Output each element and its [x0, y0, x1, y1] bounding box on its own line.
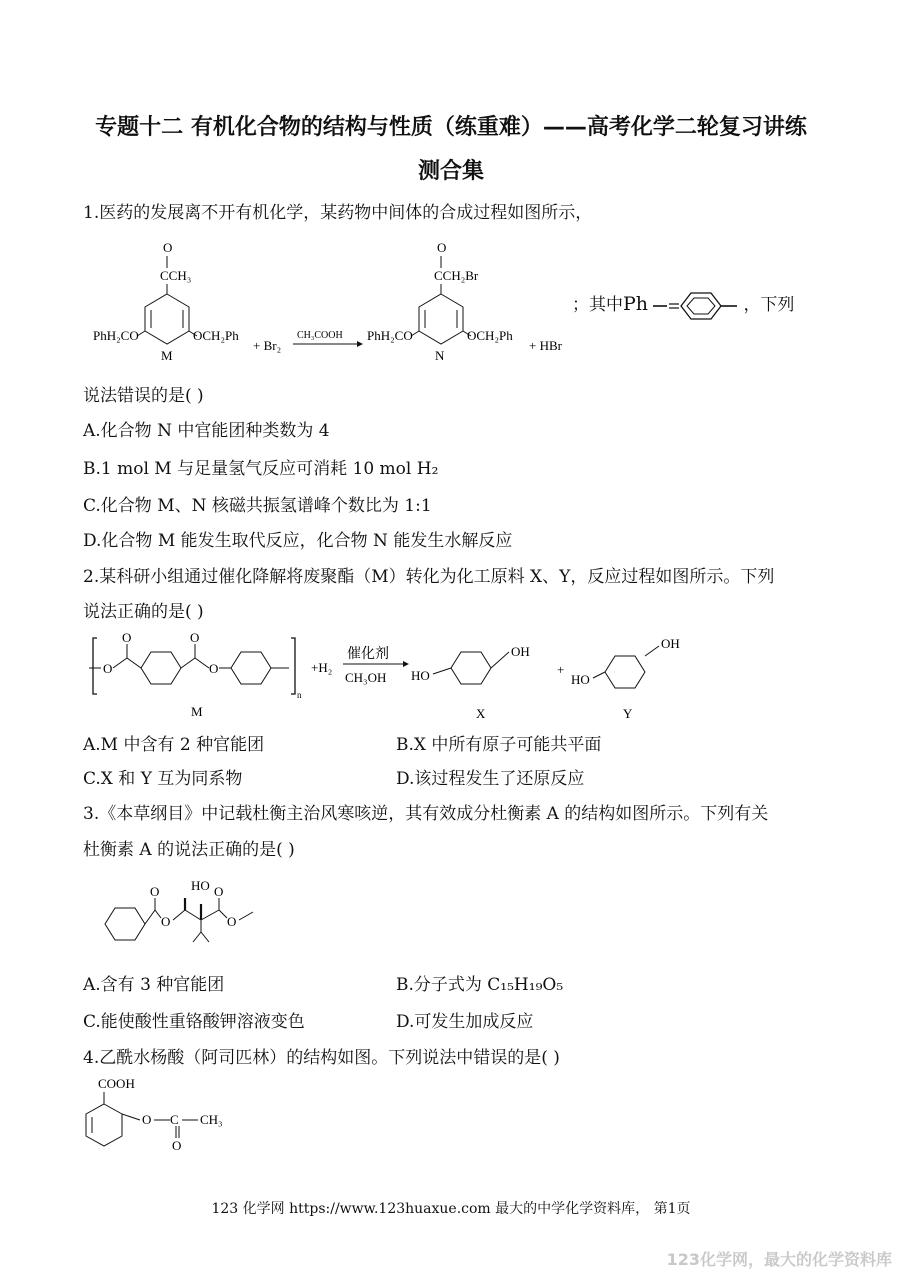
- q1-note-suffix: ，下列: [743, 295, 795, 315]
- page-footer: 123 化学网 https://www.123huaxue.com 最大的中学化学资料库， 第1页: [211, 1201, 691, 1217]
- q1-n-left-group: PhH₂CO: [367, 328, 413, 343]
- q2-m-label: M: [191, 704, 203, 719]
- q1-m-right-group: OCH₂Ph: [193, 328, 239, 343]
- q2-stem-line2: 说法正确的是( ): [83, 602, 204, 622]
- page-title-line2: 测合集: [417, 159, 484, 184]
- q2-y-label: Y: [623, 706, 633, 721]
- q2-option-a: A.M 中含有 2 种官能团: [83, 735, 265, 755]
- q1-m-carbonyl-o: O: [163, 240, 173, 255]
- q2-y-ho: HO: [571, 672, 590, 687]
- q1-reaction-figure: [85, 232, 585, 362]
- q3-stem: 3.《本草纲目》中记载杜衡主治风寒咳逆，其有效成分杜衡素 A 的结构如图所示。下列有关: [83, 804, 769, 824]
- q1-ph-label: Ph: [623, 293, 649, 315]
- q1-stem: 1.医药的发展离不开有机化学，某药物中间体的合成过程如图所示，: [83, 203, 593, 223]
- q1-note-prefix: ；其中: [572, 295, 623, 315]
- q2-ester-o1: O: [103, 661, 113, 676]
- q1-stem-line2: 说法错误的是( ): [83, 386, 204, 406]
- q2-plus-h2: +H₂: [311, 660, 333, 675]
- q4-aspirin-structure: [80, 1074, 250, 1158]
- q1-br2: + Br₂: [253, 338, 282, 353]
- phenyl-structure-icon: [653, 292, 743, 320]
- watermark: 123化学网，最大的化学资料库: [666, 1250, 892, 1269]
- q2-x-label: X: [476, 706, 486, 721]
- q2-option-d: D.该过程发生了还原反应: [396, 769, 585, 789]
- q1-n-right-group: OCH₂Ph: [467, 328, 513, 343]
- q1-option-a: A.化合物 N 中官能团种类数为 4: [83, 421, 330, 441]
- q2-y-oh: OH: [661, 636, 680, 651]
- q3-stem-line2: 杜衡素 A 的说法正确的是( ): [83, 840, 295, 860]
- q2-x-ho: HO: [411, 668, 430, 683]
- q3-ester-o1: O: [161, 914, 171, 929]
- q1-m-left-group: PhH₂CO: [93, 328, 139, 343]
- q4-ester-o: O: [142, 1112, 152, 1127]
- q3-hydroxyl: HO: [191, 878, 210, 893]
- q2-carbonyl-o1: O: [122, 630, 132, 645]
- q2-option-b: B.X 中所有原子可能共平面: [396, 735, 602, 755]
- q1-option-d: D.化合物 M 能发生取代反应，化合物 N 能发生水解反应: [83, 531, 513, 551]
- q1-n-top-group: CCH₂Br: [434, 268, 479, 283]
- q2-solvent: CH₃OH: [345, 670, 387, 685]
- q1-ph-definition: [572, 290, 794, 320]
- q4-cooh: COOH: [98, 1076, 135, 1091]
- page-title-line1: 专题十二 有机化合物的结构与性质（练重难）——高考化学二轮复习讲练: [95, 115, 807, 140]
- q3-option-c: C.能使酸性重铬酸钾溶液变色: [83, 1012, 305, 1032]
- q1-m-top-group: CCH₃: [160, 268, 192, 283]
- q3-ester-o2: O: [227, 914, 237, 929]
- q1-option-b: B.1 mol M 与足量氢气反应可消耗 10 mol H₂: [83, 459, 439, 479]
- q2-carbonyl-o2: O: [190, 630, 200, 645]
- q2-ester-o2: O: [209, 661, 219, 676]
- q4-methyl: CH₃: [200, 1112, 223, 1127]
- q3-structure-figure: [95, 874, 275, 954]
- q1-option-c: C.化合物 M、N 核磁共振氢谱峰个数比为 1:1: [83, 496, 432, 516]
- q3-option-a: A.含有 3 种官能团: [83, 975, 225, 995]
- q2-x-oh: OH: [511, 644, 530, 659]
- q1-hbr: + HBr: [529, 338, 562, 353]
- q2-n: n: [297, 690, 302, 700]
- q2-stem: 2.某科研小组通过催化降解将废聚酯（M）转化为化工原料 X、Y，反应过程如图所示。下列: [83, 567, 775, 587]
- q3-option-d: D.可发生加成反应: [396, 1012, 534, 1032]
- q1-condition: CH₃COOH: [297, 330, 343, 341]
- q2-catalyst: 催化剂: [347, 647, 389, 662]
- q3-carbonyl-o1: O: [150, 884, 160, 899]
- q2-plus: +: [557, 662, 565, 677]
- q2-option-c: C.X 和 Y 互为同系物: [83, 769, 243, 789]
- q3-carbonyl-o2: O: [214, 884, 224, 899]
- q1-n-label: N: [435, 348, 445, 362]
- q1-m-label: M: [161, 348, 173, 362]
- q1-n-carbonyl-o: O: [437, 240, 447, 255]
- q3-option-b: B.分子式为 C₁₅H₁₉O₅: [396, 975, 564, 995]
- q4-stem: 4.乙酰水杨酸（阿司匹林）的结构如图。下列说法中错误的是( ): [83, 1048, 560, 1068]
- q4-carbonyl-o: O: [172, 1138, 182, 1153]
- q4-carbon: C: [170, 1112, 179, 1127]
- q2-reaction-figure: [85, 628, 705, 724]
